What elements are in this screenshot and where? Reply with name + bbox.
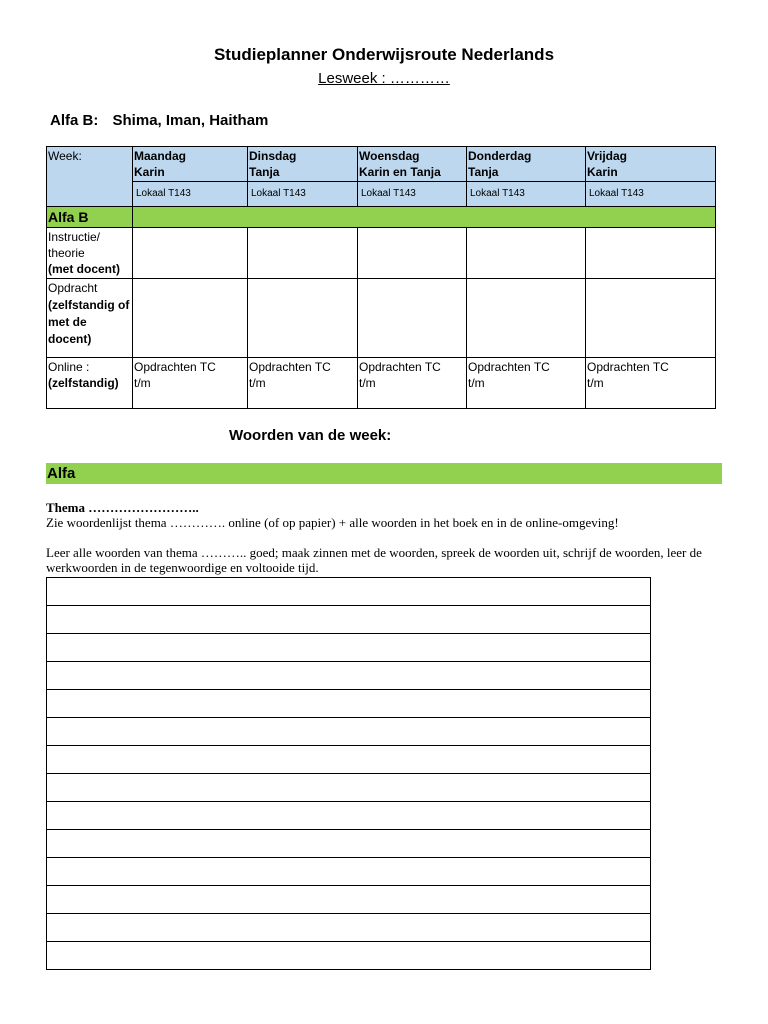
entry-cell[interactable] (467, 228, 586, 279)
writing-line[interactable] (47, 914, 650, 942)
row-label-line: (zelfstandig of met de docent) (48, 298, 130, 346)
entry-cell[interactable] (133, 228, 248, 279)
writing-line[interactable] (47, 634, 650, 662)
row-label-line: (zelfstandig) (48, 376, 119, 390)
online-cell-line: Opdrachten TC (249, 360, 331, 374)
day-header-woensdag (358, 147, 467, 182)
entry-cell[interactable] (586, 228, 716, 279)
day-teacher: Karin en Tanja (359, 165, 441, 179)
opdracht-row (47, 279, 716, 358)
week-label: Week: (48, 149, 82, 163)
day-name: Vrijdag (587, 149, 628, 163)
day-name: Donderdag (468, 149, 532, 163)
group-line (50, 112, 268, 129)
day-teacher: Karin (587, 165, 618, 179)
row-label-line: Online : (48, 360, 90, 374)
writing-lines (46, 577, 651, 970)
online-row (47, 358, 716, 409)
online-cell-line: Opdrachten TC (587, 360, 669, 374)
entry-cell[interactable] (358, 279, 467, 358)
schedule-table (46, 146, 716, 409)
online-cell[interactable] (358, 358, 467, 409)
online-cell-line: t/m (359, 376, 376, 390)
study-instruction: Leer alle woorden van thema ……….. goed; maak zinnen met de woorden, spreek de woorden uit, schrijf de woorden, leer de werkwoorden in de tegenwoordige en voltooide tijd. (46, 545, 702, 575)
entry-cell[interactable] (133, 279, 248, 358)
entry-cell[interactable] (358, 228, 467, 279)
section-row (47, 207, 716, 228)
writing-line[interactable] (47, 802, 650, 830)
room-cell: Lokaal T143 (467, 182, 586, 207)
day-header-dinsdag (248, 147, 358, 182)
page-title: Studieplanner Onderwijsroute Nederlands (213, 45, 555, 64)
writing-line[interactable] (47, 662, 650, 690)
row-label-line: Instructie/ (48, 230, 101, 244)
entry-cell[interactable] (248, 228, 358, 279)
online-cell-line: t/m (249, 376, 266, 390)
alfa-section-bar: Alfa (46, 463, 722, 484)
words-heading: Woorden van de week: (229, 427, 392, 444)
entry-cell[interactable] (248, 279, 358, 358)
writing-line[interactable] (47, 942, 650, 969)
row-label-instructie (47, 228, 133, 279)
day-header-vrijdag (586, 147, 716, 182)
writing-line[interactable] (47, 774, 650, 802)
group-label: Alfa B: (50, 112, 99, 129)
day-teacher: Tanja (468, 165, 499, 179)
online-cell-line: Opdrachten TC (134, 360, 216, 374)
entry-cell[interactable] (467, 279, 586, 358)
online-cell[interactable] (467, 358, 586, 409)
online-cell-line: t/m (587, 376, 604, 390)
online-cell-line: Opdrachten TC (359, 360, 441, 374)
day-name: Woensdag (359, 149, 420, 163)
online-cell[interactable] (133, 358, 248, 409)
group-names: Shima, Iman, Haitham (112, 112, 269, 129)
day-teacher: Tanja (249, 165, 280, 179)
writing-line[interactable] (47, 718, 650, 746)
section-label: Alfa B (47, 207, 133, 228)
online-cell[interactable] (586, 358, 716, 409)
thema-line: Thema …………………….. (46, 500, 199, 515)
writing-line[interactable] (47, 886, 650, 914)
week-label-cell (47, 147, 133, 207)
room-cell: Lokaal T143 (358, 182, 467, 207)
online-cell-line: Opdrachten TC (468, 360, 550, 374)
row-label-line: theorie (48, 246, 85, 260)
day-name: Dinsdag (249, 149, 297, 163)
instructie-row (47, 228, 716, 279)
day-header-donderdag (467, 147, 586, 182)
online-cell-line: t/m (134, 376, 151, 390)
day-teacher: Karin (134, 165, 165, 179)
day-header-maandag (133, 147, 248, 182)
room-row (47, 182, 716, 207)
room-cell: Lokaal T143 (248, 182, 358, 207)
writing-line[interactable] (47, 690, 650, 718)
entry-cell[interactable] (586, 279, 716, 358)
room-cell: Lokaal T143 (133, 182, 248, 207)
section-fill (133, 207, 716, 228)
row-label-line: Opdracht (48, 281, 98, 295)
writing-line[interactable] (47, 578, 650, 606)
writing-line[interactable] (47, 746, 650, 774)
row-label-line: (met docent) (48, 262, 120, 276)
lesweek-field: Lesweek : ………… (318, 70, 450, 87)
header-row (47, 147, 716, 182)
room-cell: Lokaal T143 (586, 182, 716, 207)
row-label-online (47, 358, 133, 409)
row-label-opdracht (47, 279, 133, 358)
online-cell[interactable] (248, 358, 358, 409)
online-cell-line: t/m (468, 376, 485, 390)
day-name: Maandag (134, 149, 187, 163)
writing-line[interactable] (47, 858, 650, 886)
woordenlijst-instruction: Zie woordenlijst thema …………. online (of op papier) + alle woorden in het boek en in de online-omgeving! (46, 515, 619, 530)
writing-line[interactable] (47, 830, 650, 858)
writing-line[interactable] (47, 606, 650, 634)
